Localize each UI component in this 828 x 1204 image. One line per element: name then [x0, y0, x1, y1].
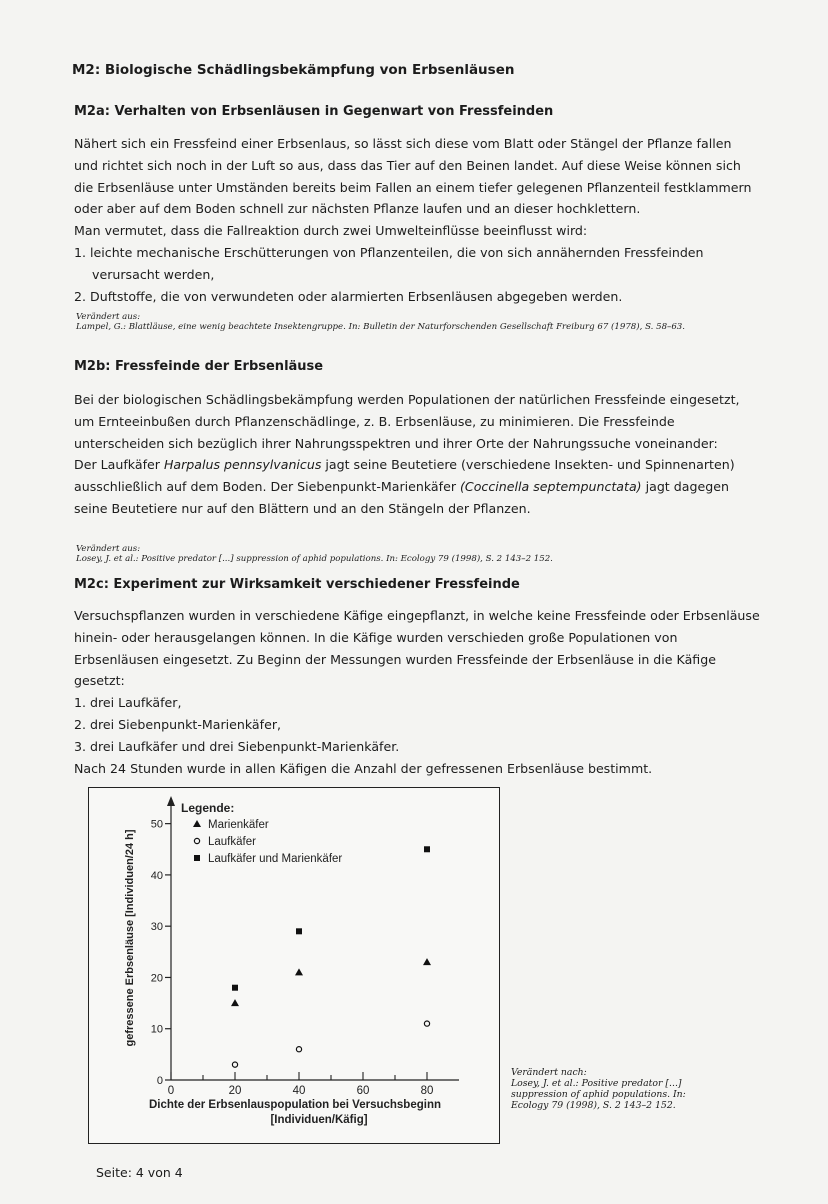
x-ticks: [168, 1072, 434, 1097]
m2c-item-3: 3. drei Laufkäfer und drei Siebenpunkt-Marienkäfer.: [74, 738, 400, 754]
m2b-text-1: Bei der biologischen Schädlingsbekämpfung werden Populationen der natürlichen Fressfeinde eingesetzt, um Ernteeinbußen durch Pflanzenschädlinge, z. B. Erbsenläuse, zu minimieren. Die Fressfeinde unterscheiden sich bezüglich ihrer Nahrungsspektren und ihrer Orte der Nahrungssuche voneinander:: [74, 392, 740, 451]
point-circle-20: [232, 1062, 237, 1067]
y-tick-label-20: 20: [150, 972, 163, 985]
x-tick-label-0: 0: [167, 1085, 175, 1097]
chart-source-label: Verändert nach:: [511, 1067, 587, 1078]
m2a-source-text: Lampel, G.: Blattläuse, eine wenig beachtete Insektengruppe. In: Bulletin der Naturforschenden Gesellschaft Freiburg 67 (1978), S. 58–63.: [76, 322, 686, 332]
m2a-item-1: 1. leichte mechanische Erschütterungen von Pflanzenteilen, die von sich annähernden Fressfeinden verursacht werden,: [74, 244, 704, 282]
chart-source: [511, 1067, 701, 1111]
point-square-20: [232, 985, 238, 991]
m2a-heading: M2a: Verhalten von Erbsenläusen in Gegenwart von Fressfeinden: [74, 104, 554, 119]
x-axis-label-line-2: [Individuen/Käfig]: [270, 1114, 368, 1126]
m2c-body: [74, 605, 764, 779]
point-square-80: [424, 846, 430, 852]
x-tick-label-60: 60: [356, 1085, 370, 1097]
point-circle-40: [296, 1047, 301, 1052]
y-tick-label-0: 0: [156, 1075, 163, 1087]
legend-entry-3: Laufkäfer und Marienkäfer: [208, 853, 343, 865]
m2b-heading: M2b: Fressfeinde der Erbsenläuse: [74, 359, 324, 374]
m2c-text: Versuchspflanzen wurden in verschiedene Käfige eingepflanzt, in welche keine Fressfeinde oder Erbsenläuse hinein- oder herausgelangen können. In die Käfige wurden verschieden große Populationen von Erbsenläusen eingesetzt. Zu Beginn der Messungen wurden Fressfeinde der Erbsenläuse in die Käfige gesetzt:: [74, 608, 760, 689]
m2b-text-2: [74, 454, 754, 519]
m2b-t2a: Der Laufkäfer: [74, 457, 164, 473]
y-ticks: [151, 819, 171, 1087]
y-axis-arrow: [167, 796, 175, 806]
chart-source-text: Losey, J. et al.: Positive predator [...] suppression of aphid populations. In: Ecology 79 (1998), S. 2 143–2 152.: [511, 1078, 686, 1111]
x-tick-label-80: 80: [420, 1085, 434, 1097]
m2b-body: [74, 389, 754, 520]
m2c-closing: Nach 24 Stunden wurde in allen Käfigen die Anzahl der gefressenen Erbsenläuse bestimmt.: [74, 760, 653, 776]
x-tick-label-40: 40: [292, 1085, 306, 1097]
m2b-t2c: jagt seine Beutetiere (verschiedene Insekten- und Spinnenarten) ausschließlich auf dem Boden. Der Siebenpunkt-Marienkäfer: [74, 457, 735, 495]
point-circle-80: [424, 1021, 429, 1026]
page-title: M2: Biologische Schädlingsbekämpfung von Erbsenläusen: [72, 62, 515, 78]
y-axis-label: gefressene Erbsenläuse [Individuen/24 h]: [124, 829, 136, 1047]
legend-marker-circle: [194, 838, 199, 843]
m2c-item-1: 1. drei Laufkäfer,: [74, 695, 182, 711]
m2a-body: [74, 133, 754, 307]
page-footer: Seite: 4 von 4: [96, 1165, 183, 1180]
legend-entry-2: Laufkäfer: [208, 836, 256, 848]
m2a-source-label: Verändert aus:: [76, 312, 141, 322]
m2b-species-coccinella: (Coccinella septempunctata): [460, 479, 642, 495]
data-points: [231, 846, 431, 1067]
scatter-chart-frame: [88, 787, 500, 1144]
m2a-source: [76, 312, 685, 332]
m2b-species-harpalus: Harpalus pennsylvanicus: [163, 457, 322, 473]
m2a-lead: Man vermutet, dass die Fallreaktion durch zwei Umwelteinflüsse beeinflusst wird:: [74, 223, 588, 239]
m2b-source-text: Losey, J. et al.: Positive predator [...] suppression of aphid populations. In: Ecology 79 (1998), S. 2 143–2 152.: [76, 554, 553, 564]
m2b-source: [76, 544, 553, 564]
x-tick-label-20: 20: [228, 1085, 242, 1097]
point-triangle-80: [423, 958, 431, 965]
m2a-text: Nähert sich ein Fressfeind einer Erbsenlaus, so lässt sich diese vom Blatt oder Stängel der Pflanze fallen und richtet sich noch in der Luft so aus, dass das Tier auf den Beinen landet. Auf diese Weise können sich die Erbsenläuse unter Umständen bereits beim Fallen an einem tiefer gelegenen Pflanzenteil festklammern oder aber auf dem Boden schnell zur nächsten Pflanze laufen und an dieser hochklettern.: [74, 136, 752, 217]
chart-legend: [181, 801, 342, 865]
y-tick-label-30: 30: [150, 921, 163, 934]
m2c-heading: M2c: Experiment zur Wirksamkeit verschiedener Fressfeinde: [74, 577, 520, 592]
legend-entry-1: Marienkäfer: [208, 819, 269, 831]
m2a-item-2: 2. Duftstoffe, die von verwundeten oder alarmierten Erbsenläusen abgegeben werden.: [74, 288, 623, 304]
legend-title: Legende:: [181, 801, 235, 815]
point-triangle-40: [295, 968, 303, 975]
y-tick-label-10: 10: [150, 1023, 163, 1036]
scatter-chart: [89, 788, 499, 1143]
m2c-item-2: 2. drei Siebenpunkt-Marienkäfer,: [74, 716, 282, 732]
m2b-source-label: Verändert aus:: [76, 544, 141, 554]
x-axis-label-line-1: Dichte der Erbsenlauspopulation bei Versuchsbeginn: [148, 1099, 442, 1111]
point-triangle-20: [231, 999, 239, 1006]
point-square-40: [296, 928, 302, 934]
y-tick-label-50: 50: [150, 818, 163, 831]
m2b-t2e: jagt dagegen seine Beutetiere nur auf den Blättern und an den Stängeln der Pflanzen.: [74, 479, 729, 516]
legend-marker-triangle: [193, 820, 201, 827]
legend-marker-square: [194, 855, 200, 861]
y-tick-label-40: 40: [150, 869, 163, 882]
